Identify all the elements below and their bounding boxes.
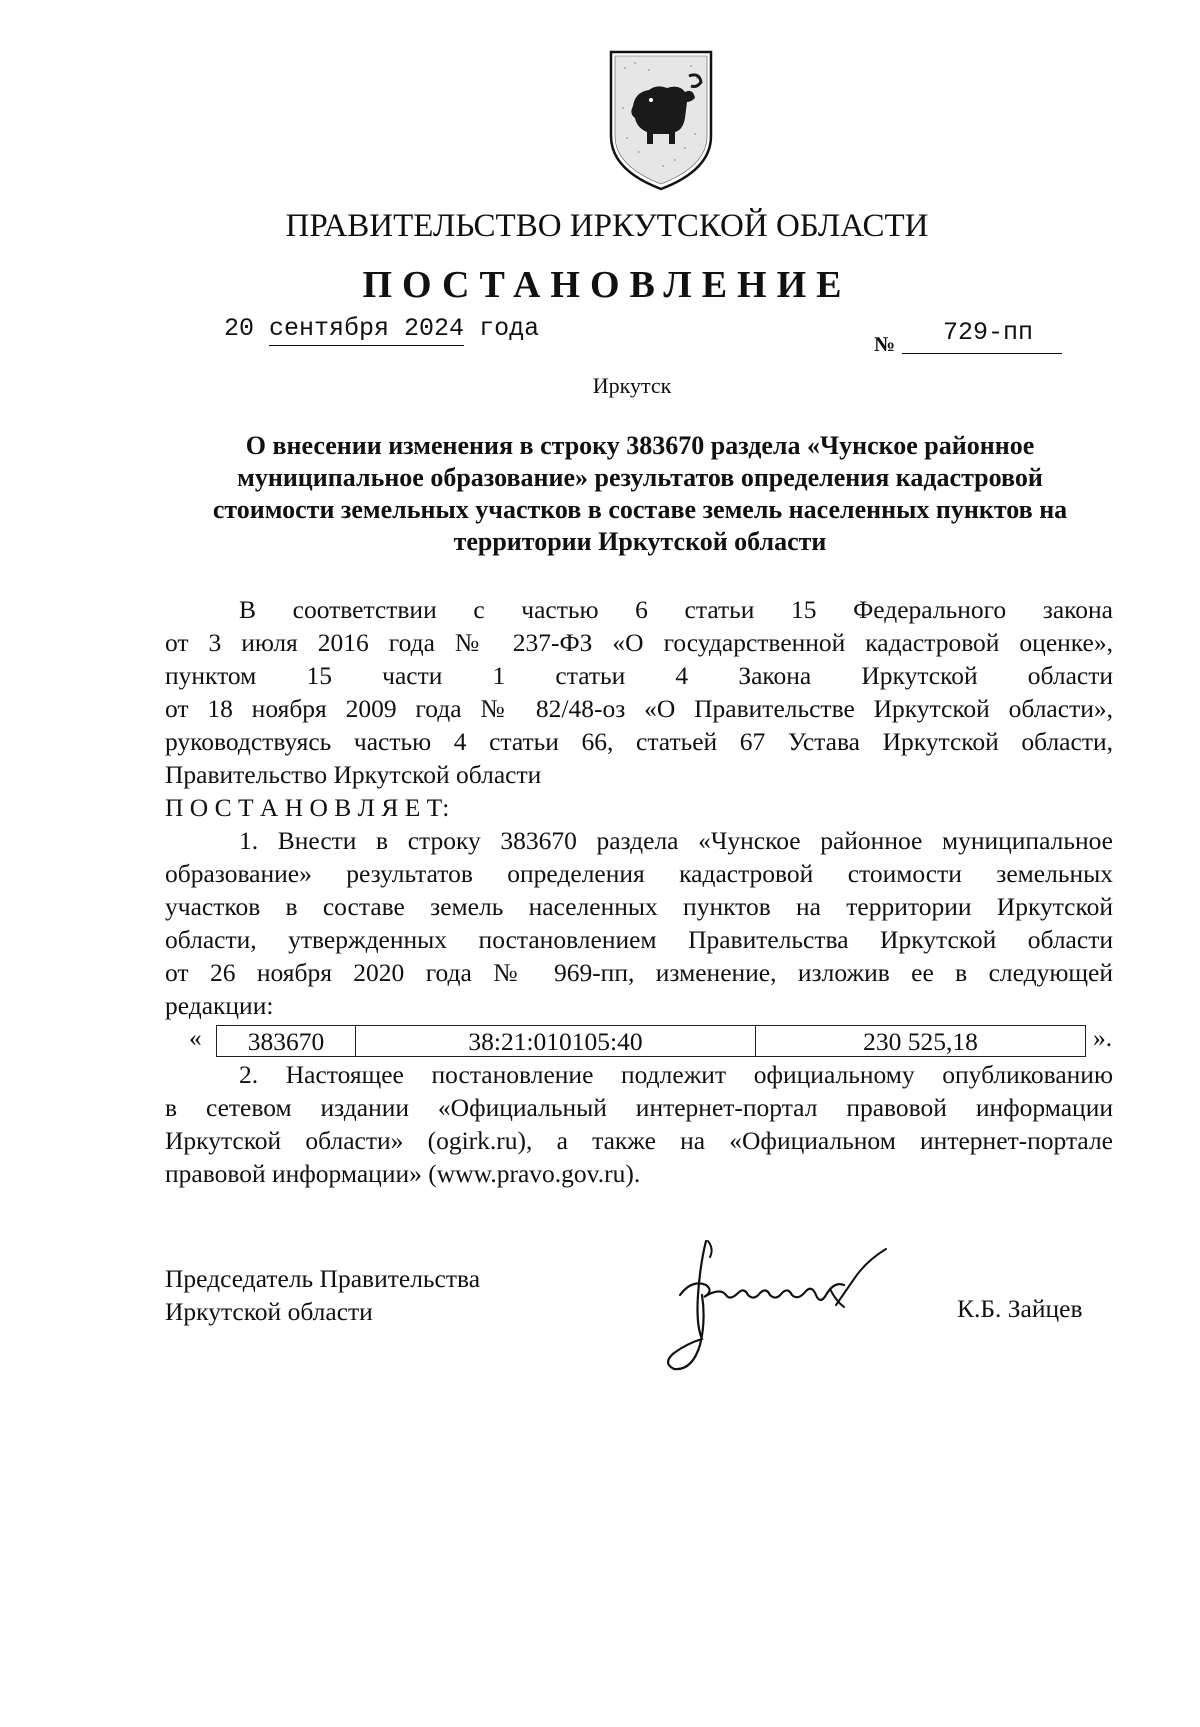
handwritten-signature [640, 1235, 940, 1375]
signer-position-line: Председатель Правительства [165, 1264, 481, 1293]
item-1-line: участков в составе земель населенных пунктов на территории Иркутской [165, 892, 1113, 921]
item-2-line: 2. Настоящее постановление подлежит официальному опубликованию [239, 1060, 1113, 1089]
item-1-line: от 26 ноября 2020 года № 969-пп, изменение, изложив ее в следующей [165, 958, 1113, 987]
subject-line: территории Иркутской области [453, 527, 827, 556]
document-city: Иркутск [592, 373, 672, 398]
number-value: 729-пп [902, 318, 1062, 354]
row-open-quote: « [189, 1023, 202, 1052]
date-day: 20 [224, 314, 255, 343]
document-subject [160, 430, 1120, 558]
number-sign: № [874, 332, 896, 356]
item-1-line: 1. Внести в строку 383670 раздела «Чунское районное муниципальное [239, 826, 1113, 855]
cadastral-number-cell: 38:21:010105:40 [356, 1025, 756, 1057]
coat-of-arms-icon [605, 48, 717, 193]
preamble-line: В соответствии с частью 6 статьи 15 Федерального закона [239, 595, 1113, 624]
preamble-line: пунктом 15 части 1 статьи 4 Закона Иркутской области [165, 661, 1113, 690]
subject-line: О внесении изменения в строку 383670 раздела «Чунское районное [245, 431, 1035, 460]
item-2-line: в сетевом издании «Официальный интернет-портал правовой информации [165, 1093, 1113, 1122]
preamble-line: Правительство Иркутской области [165, 760, 542, 789]
item-2-line: Иркутской области» (ogirk.ru), а также на «Официальном интернет-портале [165, 1126, 1113, 1155]
preamble-line: от 18 ноября 2009 года № 82/48-оз «О Правительстве Иркутской области», [165, 694, 1113, 723]
document-type-title: ПОСТАНОВЛЕНИЕ [362, 264, 852, 306]
item-1-line: редакции: [165, 991, 274, 1020]
date-month-year: сентября 2024 [269, 314, 464, 346]
signer-position [165, 1262, 480, 1328]
row-close-quote: ». [1093, 1023, 1113, 1052]
preamble-line: от 3 июля 2016 года № 237-ФЗ «О государственной кадастровой оценке», [165, 628, 1113, 657]
item-2-line: правовой информации» (www.pravo.gov.ru). [165, 1159, 641, 1188]
preamble-line: руководствуясь частью 4 статьи 66, статьей 67 Устава Иркутской области, [165, 727, 1113, 756]
subject-line: стоимости земельных участков в составе земель населенных пунктов на [212, 495, 1068, 524]
date-suffix: года [479, 314, 540, 343]
subject-line: муниципальное образование» результатов определения кадастровой [237, 463, 1043, 492]
resolves-word: П О С Т А Н О В Л Я Е Т: [165, 793, 450, 822]
item-2-paragraph [165, 1058, 1113, 1190]
item-1-line: образование» результатов определения кадастровой стоимости земельных [165, 859, 1113, 888]
preamble-paragraph [165, 593, 1113, 824]
document-date [224, 314, 539, 346]
item-1-line: области, утвержденных постановлением Правительства Иркутской области [165, 925, 1113, 954]
signer-name: К.Б. Зайцев [957, 1294, 1083, 1323]
signer-position-line: Иркутской области [165, 1297, 373, 1326]
row-number-cell: 383670 [216, 1025, 356, 1057]
cadastral-value-cell: 230 525,18 [756, 1025, 1086, 1057]
item-1-paragraph [165, 824, 1113, 1022]
government-title: ПРАВИТЕЛЬСТВО ИРКУТСКОЙ ОБЛАСТИ [285, 208, 929, 244]
row-cells [216, 1025, 1086, 1058]
